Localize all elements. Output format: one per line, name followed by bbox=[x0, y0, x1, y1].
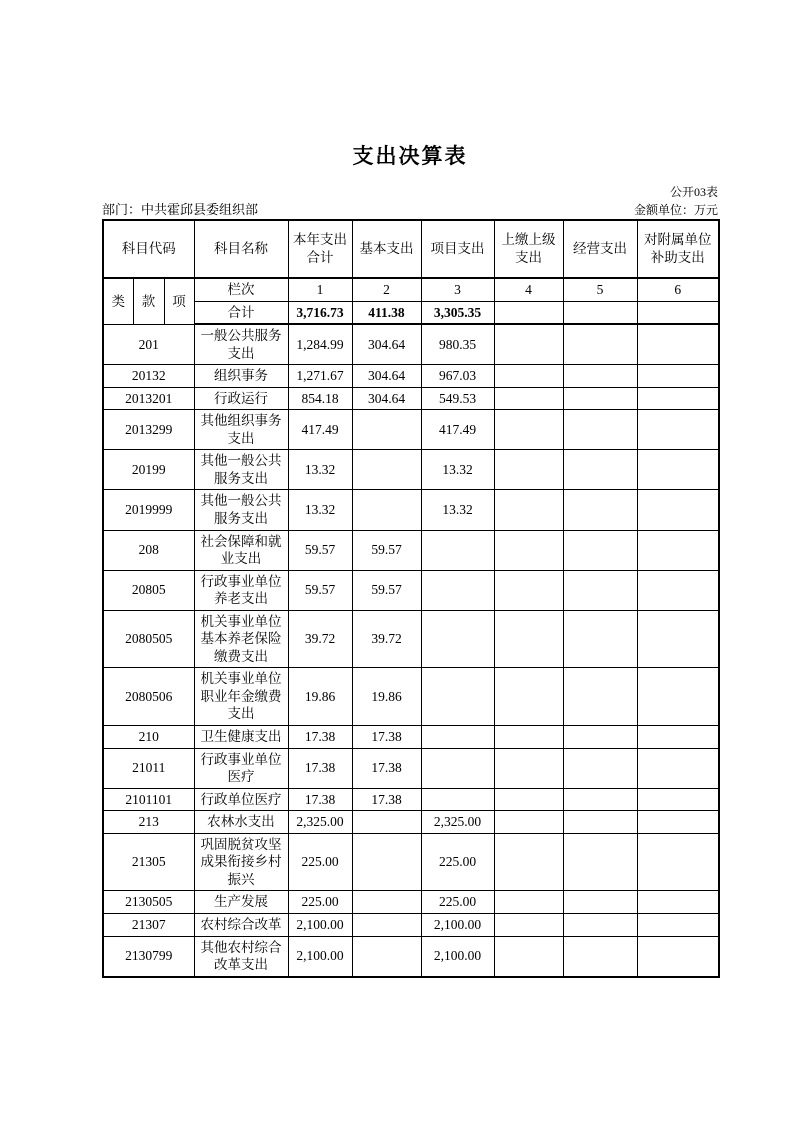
amount-cell bbox=[637, 365, 719, 388]
amount-cell bbox=[421, 530, 494, 570]
amount-cell: 980.35 bbox=[421, 324, 494, 365]
amount-cell: 2,100.00 bbox=[288, 913, 352, 936]
code-cell: 20805 bbox=[103, 570, 194, 610]
amount-cell bbox=[563, 891, 637, 914]
amount-cell: 1,271.67 bbox=[288, 365, 352, 388]
table-row bbox=[103, 936, 719, 977]
name-cell: 其他一般公共服务支出 bbox=[194, 450, 288, 490]
table-row bbox=[103, 788, 719, 811]
amount-cell bbox=[637, 490, 719, 530]
header-code-section: 款 bbox=[133, 278, 164, 324]
amount-cell bbox=[494, 570, 563, 610]
amount-cell: 2,100.00 bbox=[288, 936, 352, 977]
amount-cell bbox=[637, 726, 719, 749]
amount-cell: 2,325.00 bbox=[288, 811, 352, 834]
header-annual-total: 本年支出合计 bbox=[288, 220, 352, 278]
table-row bbox=[103, 748, 719, 788]
amount-cell: 13.32 bbox=[288, 490, 352, 530]
amount-cell bbox=[563, 833, 637, 891]
code-cell: 2013299 bbox=[103, 410, 194, 450]
amount-cell bbox=[352, 450, 421, 490]
amount-cell bbox=[421, 788, 494, 811]
code-cell: 21011 bbox=[103, 748, 194, 788]
code-cell: 2019999 bbox=[103, 490, 194, 530]
name-cell: 卫生健康支出 bbox=[194, 726, 288, 749]
amount-cell bbox=[421, 748, 494, 788]
header-basic-expenditure: 基本支出 bbox=[352, 220, 421, 278]
name-cell: 农林水支出 bbox=[194, 811, 288, 834]
table-row bbox=[103, 610, 719, 668]
name-cell: 行政事业单位医疗 bbox=[194, 748, 288, 788]
amount-cell bbox=[637, 788, 719, 811]
amount-cell bbox=[421, 570, 494, 610]
code-cell: 21307 bbox=[103, 913, 194, 936]
table-row bbox=[103, 324, 719, 365]
total-subsidy bbox=[637, 301, 719, 324]
table-row bbox=[103, 668, 719, 726]
name-cell: 行政单位医疗 bbox=[194, 788, 288, 811]
amount-cell bbox=[494, 365, 563, 388]
amount-cell bbox=[494, 748, 563, 788]
amount-cell bbox=[352, 936, 421, 977]
amount-cell: 59.57 bbox=[352, 530, 421, 570]
amount-cell bbox=[563, 726, 637, 749]
amount-cell bbox=[421, 668, 494, 726]
amount-cell: 304.64 bbox=[352, 324, 421, 365]
amount-cell bbox=[352, 490, 421, 530]
amount-cell bbox=[494, 891, 563, 914]
name-cell: 其他组织事务支出 bbox=[194, 410, 288, 450]
amount-cell: 225.00 bbox=[288, 891, 352, 914]
name-cell: 一般公共服务支出 bbox=[194, 324, 288, 365]
index-col-5: 5 bbox=[563, 278, 637, 301]
header-subject-name: 科目名称 bbox=[194, 220, 288, 278]
table-row bbox=[103, 913, 719, 936]
total-operating bbox=[563, 301, 637, 324]
amount-cell bbox=[637, 833, 719, 891]
amount-cell: 19.86 bbox=[288, 668, 352, 726]
expenditure-table bbox=[102, 219, 720, 978]
amount-cell bbox=[421, 726, 494, 749]
table-row bbox=[103, 365, 719, 388]
table-number-label: 公开03表 bbox=[669, 185, 718, 199]
amount-cell: 2,100.00 bbox=[421, 936, 494, 977]
header-code-item: 项 bbox=[164, 278, 194, 324]
amount-cell bbox=[637, 570, 719, 610]
amount-cell: 13.32 bbox=[421, 450, 494, 490]
header-code-class: 类 bbox=[103, 278, 133, 324]
amount-cell bbox=[494, 490, 563, 530]
amount-cell bbox=[563, 913, 637, 936]
amount-cell bbox=[563, 811, 637, 834]
amount-cell bbox=[494, 530, 563, 570]
amount-cell bbox=[637, 891, 719, 914]
amount-cell bbox=[563, 788, 637, 811]
amount-cell bbox=[563, 530, 637, 570]
amount-cell bbox=[352, 410, 421, 450]
code-cell: 213 bbox=[103, 811, 194, 834]
total-basic: 411.38 bbox=[352, 301, 421, 324]
amount-cell bbox=[494, 324, 563, 365]
code-cell: 2013201 bbox=[103, 387, 194, 410]
amount-cell bbox=[563, 610, 637, 668]
name-cell: 行政运行 bbox=[194, 387, 288, 410]
code-cell: 21305 bbox=[103, 833, 194, 891]
name-cell: 巩固脱贫攻坚成果衔接乡村振兴 bbox=[194, 833, 288, 891]
amount-cell bbox=[637, 811, 719, 834]
index-label: 栏次 bbox=[194, 278, 288, 301]
header-operating-expenditure: 经营支出 bbox=[563, 220, 637, 278]
total-row bbox=[103, 301, 719, 324]
amount-cell bbox=[494, 387, 563, 410]
amount-cell bbox=[637, 913, 719, 936]
amount-cell: 19.86 bbox=[352, 668, 421, 726]
name-cell: 行政事业单位养老支出 bbox=[194, 570, 288, 610]
amount-unit-label: 金额单位：万元 bbox=[633, 203, 718, 217]
code-cell: 2080505 bbox=[103, 610, 194, 668]
code-cell: 2130505 bbox=[103, 891, 194, 914]
table-row bbox=[103, 811, 719, 834]
amount-cell: 39.72 bbox=[288, 610, 352, 668]
amount-cell: 17.38 bbox=[352, 748, 421, 788]
meta-row bbox=[102, 202, 718, 217]
amount-cell bbox=[563, 387, 637, 410]
amount-cell bbox=[494, 936, 563, 977]
page-title: 支出决算表 bbox=[352, 145, 468, 168]
amount-cell: 17.38 bbox=[352, 788, 421, 811]
amount-cell bbox=[494, 610, 563, 668]
code-cell: 2080506 bbox=[103, 668, 194, 726]
table-row bbox=[103, 410, 719, 450]
table-row bbox=[103, 726, 719, 749]
amount-cell bbox=[494, 811, 563, 834]
amount-cell bbox=[637, 387, 719, 410]
amount-cell bbox=[494, 726, 563, 749]
table-row bbox=[103, 833, 719, 891]
name-cell: 社会保障和就业支出 bbox=[194, 530, 288, 570]
name-cell: 机关事业单位职业年金缴费支出 bbox=[194, 668, 288, 726]
amount-cell: 59.57 bbox=[288, 530, 352, 570]
amount-cell: 225.00 bbox=[421, 891, 494, 914]
document-content bbox=[102, 140, 718, 978]
name-cell: 其他一般公共服务支出 bbox=[194, 490, 288, 530]
amount-cell: 17.38 bbox=[288, 726, 352, 749]
index-col-2: 2 bbox=[352, 278, 421, 301]
header-project-expenditure: 项目支出 bbox=[421, 220, 494, 278]
index-col-3: 3 bbox=[421, 278, 494, 301]
amount-cell bbox=[563, 324, 637, 365]
amount-cell bbox=[494, 833, 563, 891]
code-cell: 210 bbox=[103, 726, 194, 749]
amount-cell: 17.38 bbox=[352, 726, 421, 749]
code-cell: 201 bbox=[103, 324, 194, 365]
amount-cell: 304.64 bbox=[352, 387, 421, 410]
name-cell: 农村综合改革 bbox=[194, 913, 288, 936]
total-annual: 3,716.73 bbox=[288, 301, 352, 324]
department-label: 部门：中共霍邱县委组织部 bbox=[102, 202, 259, 217]
code-cell: 20199 bbox=[103, 450, 194, 490]
amount-cell bbox=[352, 811, 421, 834]
amount-cell: 13.32 bbox=[421, 490, 494, 530]
amount-cell bbox=[563, 410, 637, 450]
amount-cell: 1,284.99 bbox=[288, 324, 352, 365]
amount-cell: 417.49 bbox=[288, 410, 352, 450]
amount-cell bbox=[637, 748, 719, 788]
name-cell: 其他农村综合改革支出 bbox=[194, 936, 288, 977]
index-col-4: 4 bbox=[494, 278, 563, 301]
amount-cell bbox=[352, 891, 421, 914]
amount-cell bbox=[563, 748, 637, 788]
code-cell: 208 bbox=[103, 530, 194, 570]
code-cell: 20132 bbox=[103, 365, 194, 388]
amount-cell: 13.32 bbox=[288, 450, 352, 490]
header-subject-code: 科目代码 bbox=[103, 220, 194, 278]
header-affiliate-subsidy: 对附属单位补助支出 bbox=[637, 220, 719, 278]
amount-cell bbox=[637, 410, 719, 450]
amount-cell bbox=[352, 913, 421, 936]
amount-cell bbox=[637, 450, 719, 490]
code-cell: 2101101 bbox=[103, 788, 194, 811]
amount-cell bbox=[563, 570, 637, 610]
amount-cell: 2,325.00 bbox=[421, 811, 494, 834]
amount-cell bbox=[494, 410, 563, 450]
index-col-1: 1 bbox=[288, 278, 352, 301]
name-cell: 组织事务 bbox=[194, 365, 288, 388]
total-label: 合计 bbox=[194, 301, 288, 324]
code-cell: 2130799 bbox=[103, 936, 194, 977]
amount-cell: 17.38 bbox=[288, 788, 352, 811]
amount-cell: 59.57 bbox=[288, 570, 352, 610]
amount-cell: 967.03 bbox=[421, 365, 494, 388]
header-upward-payment: 上缴上级支出 bbox=[494, 220, 563, 278]
total-upward bbox=[494, 301, 563, 324]
header-row bbox=[103, 220, 719, 278]
table-row bbox=[103, 891, 719, 914]
table-row bbox=[103, 450, 719, 490]
amount-cell bbox=[637, 936, 719, 977]
amount-cell bbox=[563, 668, 637, 726]
table-row bbox=[103, 490, 719, 530]
amount-cell bbox=[637, 324, 719, 365]
amount-cell bbox=[421, 610, 494, 668]
amount-cell: 304.64 bbox=[352, 365, 421, 388]
name-cell: 机关事业单位基本养老保险缴费支出 bbox=[194, 610, 288, 668]
amount-cell bbox=[494, 788, 563, 811]
amount-cell bbox=[494, 450, 563, 490]
amount-cell: 854.18 bbox=[288, 387, 352, 410]
amount-cell bbox=[352, 833, 421, 891]
column-index-row bbox=[103, 278, 719, 301]
amount-cell bbox=[637, 668, 719, 726]
amount-cell bbox=[563, 365, 637, 388]
amount-cell bbox=[563, 936, 637, 977]
total-project: 3,305.35 bbox=[421, 301, 494, 324]
name-cell: 生产发展 bbox=[194, 891, 288, 914]
amount-cell: 17.38 bbox=[288, 748, 352, 788]
index-col-6: 6 bbox=[637, 278, 719, 301]
amount-cell bbox=[563, 490, 637, 530]
amount-cell bbox=[494, 668, 563, 726]
amount-cell: 417.49 bbox=[421, 410, 494, 450]
amount-cell: 225.00 bbox=[288, 833, 352, 891]
amount-cell: 2,100.00 bbox=[421, 913, 494, 936]
amount-cell bbox=[494, 913, 563, 936]
amount-cell: 225.00 bbox=[421, 833, 494, 891]
amount-cell: 39.72 bbox=[352, 610, 421, 668]
amount-cell bbox=[563, 450, 637, 490]
amount-cell: 59.57 bbox=[352, 570, 421, 610]
amount-cell: 549.53 bbox=[421, 387, 494, 410]
table-row bbox=[103, 530, 719, 570]
amount-cell bbox=[637, 530, 719, 570]
table-row bbox=[103, 570, 719, 610]
table-row bbox=[103, 387, 719, 410]
amount-cell bbox=[637, 610, 719, 668]
